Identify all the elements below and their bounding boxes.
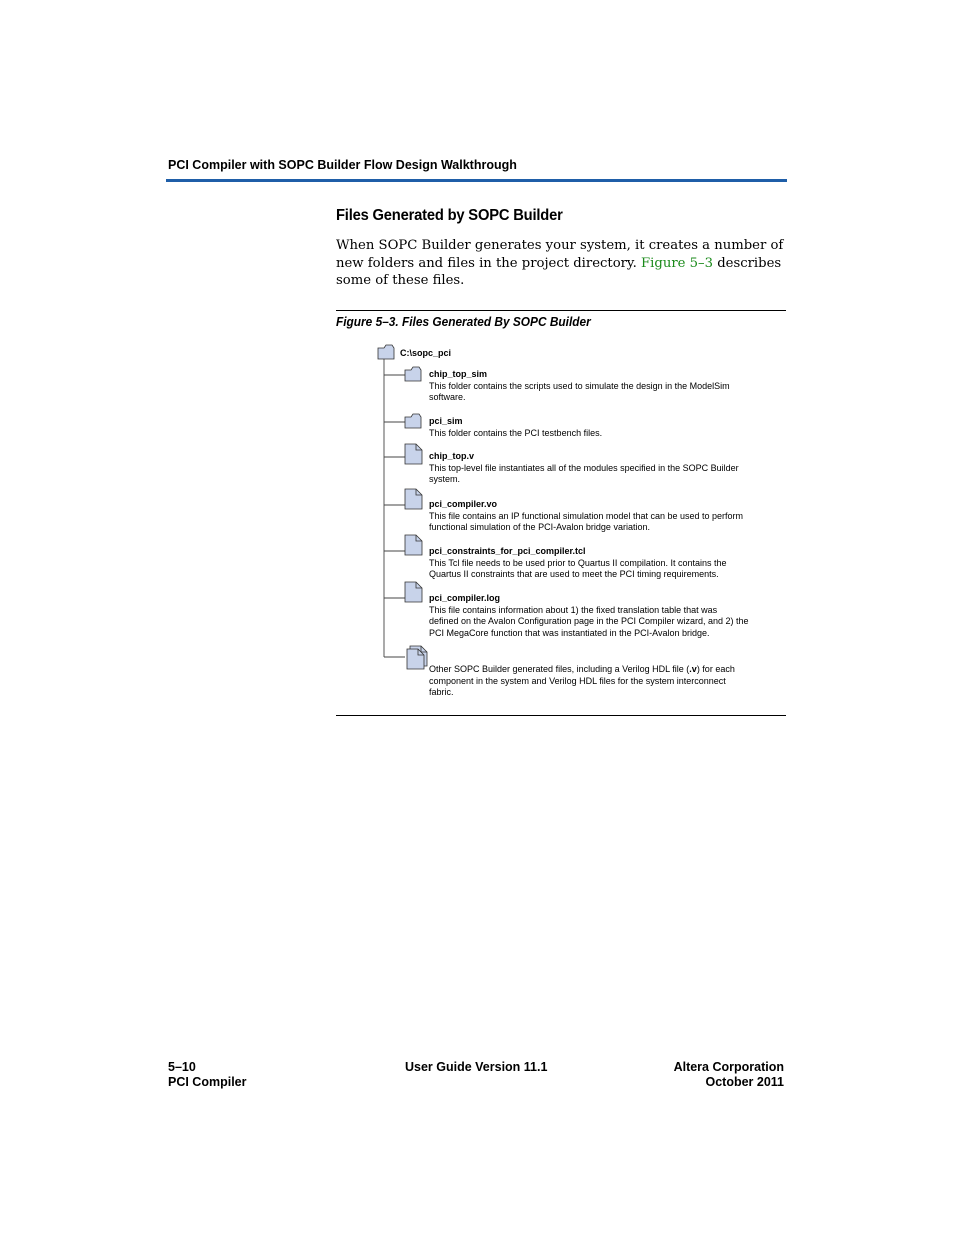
- footer-right: [600, 1060, 784, 1090]
- document-version: User Guide Version 11.1: [405, 1060, 548, 1074]
- product-name: PCI Compiler: [168, 1075, 247, 1089]
- entry-name: pci_compiler.log: [429, 593, 501, 603]
- figure-caption: Figure 5–3. Files Generated By SOPC Builder: [336, 315, 591, 329]
- tree-entry: [429, 664, 749, 699]
- company-name: Altera Corporation: [673, 1060, 784, 1074]
- file-icon: [405, 582, 422, 602]
- page-number: 5–10: [168, 1060, 196, 1074]
- intro-paragraph: [336, 237, 786, 290]
- entry-name: chip_top_sim: [429, 369, 488, 379]
- entry-description: This folder contains the scripts used to simulate the design in the ModelSim software.: [429, 380, 730, 403]
- entry-description: [429, 664, 749, 699]
- entry-description: This folder contains the PCI testbench files.: [429, 427, 603, 438]
- tree-entry: [429, 369, 749, 404]
- running-header: PCI Compiler with SOPC Builder Flow Design Walkthrough: [168, 158, 517, 172]
- section-heading: Files Generated by SOPC Builder: [336, 207, 563, 224]
- root-folder-icon: [378, 345, 394, 359]
- entry-description: This Tcl file needs to be used prior to Quartus II compilation. It contains the Quartus II constraints that are used to meet the PCI timing requirements.: [429, 557, 727, 580]
- entry-description: This file contains information about 1) the fixed translation table that was defined on the Avalon Configuration page in the PCI Compiler wizard, and 2) the PCI MegaCore function that was instantiated in the PCI-Avalon bridge.: [429, 604, 749, 638]
- figure-link[interactable]: Figure 5–3: [641, 255, 714, 271]
- folder-icon: [405, 414, 421, 428]
- root-folder-label: C:\sopc_pci: [400, 348, 452, 358]
- footer-center: [405, 1060, 547, 1075]
- publication-date: October 2011: [705, 1075, 784, 1089]
- tree-entry: [429, 416, 749, 439]
- figure-bottom-rule: [336, 715, 786, 716]
- header-rule: [166, 179, 787, 182]
- figure-top-rule: [336, 310, 786, 311]
- multi-file-icon: [407, 646, 427, 669]
- tree-entry: [429, 451, 749, 486]
- entry-name: pci_constraints_for_pci_compiler.tcl: [429, 546, 586, 556]
- entry-desc-after: ) for each component in the system and Verilog HDL files for the system interconnect fabric.: [429, 664, 735, 698]
- entry-name: pci_sim: [429, 416, 463, 426]
- tree-entry: [429, 593, 749, 639]
- tree-entry: [429, 546, 749, 581]
- folder-icon: [405, 367, 421, 381]
- entry-name: chip_top.v: [429, 451, 475, 461]
- entry-description: This file contains an IP functional simulation model that can be used to perform functional simulation of the PCI-Avalon bridge variation.: [429, 510, 744, 533]
- footer-left: [168, 1060, 247, 1090]
- entry-desc-before: Other SOPC Builder generated files, including a Verilog HDL file (: [429, 664, 690, 674]
- tree-entry: [429, 499, 749, 534]
- entry-name: pci_compiler.vo: [429, 499, 498, 509]
- entry-description: This top-level file instantiates all of the modules specified in the SOPC Builder system.: [429, 462, 739, 485]
- file-icon: [405, 489, 422, 509]
- file-tree-diagram: [360, 335, 780, 705]
- entry-desc-bold: .v: [689, 664, 697, 674]
- intro-text-before: When SOPC Builder generates your system, it creates a number of new folders and files in the project directory.: [336, 238, 784, 271]
- file-icon: [405, 444, 422, 464]
- intro-text-after: describes some of these files.: [336, 255, 782, 288]
- file-icon: [405, 535, 422, 555]
